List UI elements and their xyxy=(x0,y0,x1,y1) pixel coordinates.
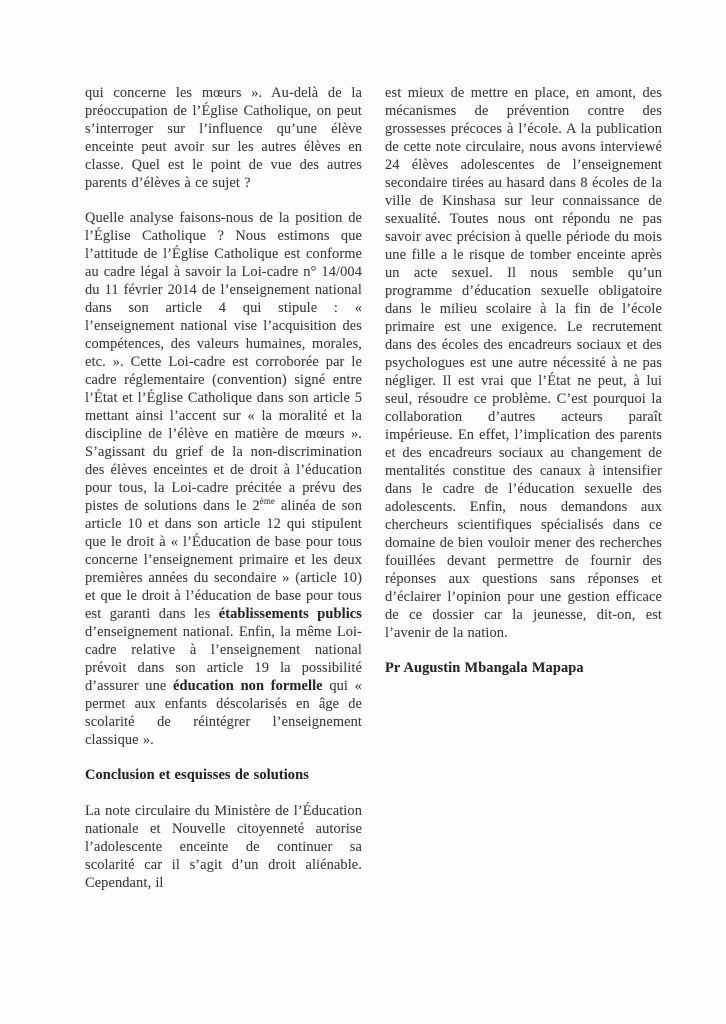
right-column xyxy=(385,84,662,909)
left-column xyxy=(85,84,362,909)
text-run: alinéa de son article 10 et dans son article 12 qui stipulent que le droit à « l’Éducation de base pour tous concerne l’enseignement primaire et les deux premières années du secondaire » (article 10) et que le droit à l’éducation de base pour tous est garanti dans les xyxy=(85,498,362,622)
paragraph xyxy=(385,84,662,642)
text-run: Conclusion et esquisses de solutions xyxy=(85,767,309,783)
paragraph xyxy=(85,802,362,892)
two-column-text-area xyxy=(85,84,662,909)
paragraph xyxy=(85,209,362,749)
text-run: La note circulaire du Ministère de l’Éducation nationale et Nouvelle citoyenneté autorise l’adolescente enceinte de continuer sa scolarité car il s’agit d’un droit aliénable. Cependant, il xyxy=(85,803,362,891)
paragraph xyxy=(85,84,362,192)
author-signature xyxy=(385,659,662,677)
text-run: Pr Augustin Mbangala Mapapa xyxy=(385,660,584,676)
text-run: Quelle analyse faisons-nous de la position de l’Église Catholique ? Nous estimons que l’attitude de l’Église Catholique est conforme au cadre légal à savoir la Loi-cadre n° 14/004 du 11 février 2014 de l’enseignement national dans son article 4 qui stipule : « l’enseignement national vise l’acquisition des compétences, des valeurs humaines, morales, etc. ». Cette Loi-cadre est corroborée par le cadre réglementaire (convention) signé entre l’État et l’Église Catholique dans son article 5 mettant ainsi l’accent sur « la moralité et la discipline de l’élève en matière de mœurs ». S’agissant du grief de la non-discrimination des élèves enceintes et de droit à l’éducation pour tous, la Loi-cadre précitée a prévu des pistes de solutions dans le 2 xyxy=(85,210,362,514)
bold-run: établissements publics xyxy=(218,606,362,622)
text-run: est mieux de mettre en place, en amont, des mécanismes de prévention contre des grossesses précoces à l’école. A la publication de cette note circulaire, nous avons interviewé 24 élèves adolescentes de l’enseignement secondaire tirées au hasard dans 8 écoles de la ville de Kinshasa sur leur connaissance de sexualité. Toutes nous ont répondu ne pas savoir avec précision à quelle période du mois une fille a le risque de tomber enceinte après un acte sexuel. Il nous semble qu’un programme d’éducation sexuelle obligatoire dans le milieu scolaire à la fin de l’école primaire est une exigence. Le recrutement dans des écoles des encadreurs sociaux et des psychologues est une autre nécessité à ne pas négliger. Il est vrai que l’État ne peut, à lui seul, résoudre ce problème. C’est pourquoi la collaboration d’autres acteurs paraît impérieuse. En effet, l’implication des parents et des encadreurs sociaux au changement de mentalités constitue des canaux à intensifier dans le cadre de l’éducation sexuelle des adolescents. Enfin, nous demandons aux chercheurs scientifiques spécialisés dans ce domaine de bien vouloir mener des recherches fouillées devant permettre de fournir des réponses aux questions sans réponses et d’éclairer l’opinion pour une gestion efficace de ce dossier car la jeunesse, dit-on, est l’avenir de la nation. xyxy=(385,85,662,641)
text-run: d’enseignement national. Enfin, la même Loi-cadre relative à l’enseignement national prévoit dans son article 19 la possibilité d’assurer une xyxy=(85,624,362,694)
superscript-run: ème xyxy=(259,496,275,507)
bold-run: éducation non formelle xyxy=(173,678,323,694)
section-heading xyxy=(85,766,362,784)
text-run: qui « permet aux enfants déscolarisés en âge de scolarité de réintégrer l’enseignement classique ». xyxy=(85,678,362,748)
text-run: qui concerne les mœurs ». Au-delà de la préoccupation de l’Église Catholique, on peut s’interroger sur l’influence qu’une élève enceinte peut avoir sur les autres élèves en classe. Quel est le point de vue des autres parents d’élèves à ce sujet ? xyxy=(85,85,362,191)
